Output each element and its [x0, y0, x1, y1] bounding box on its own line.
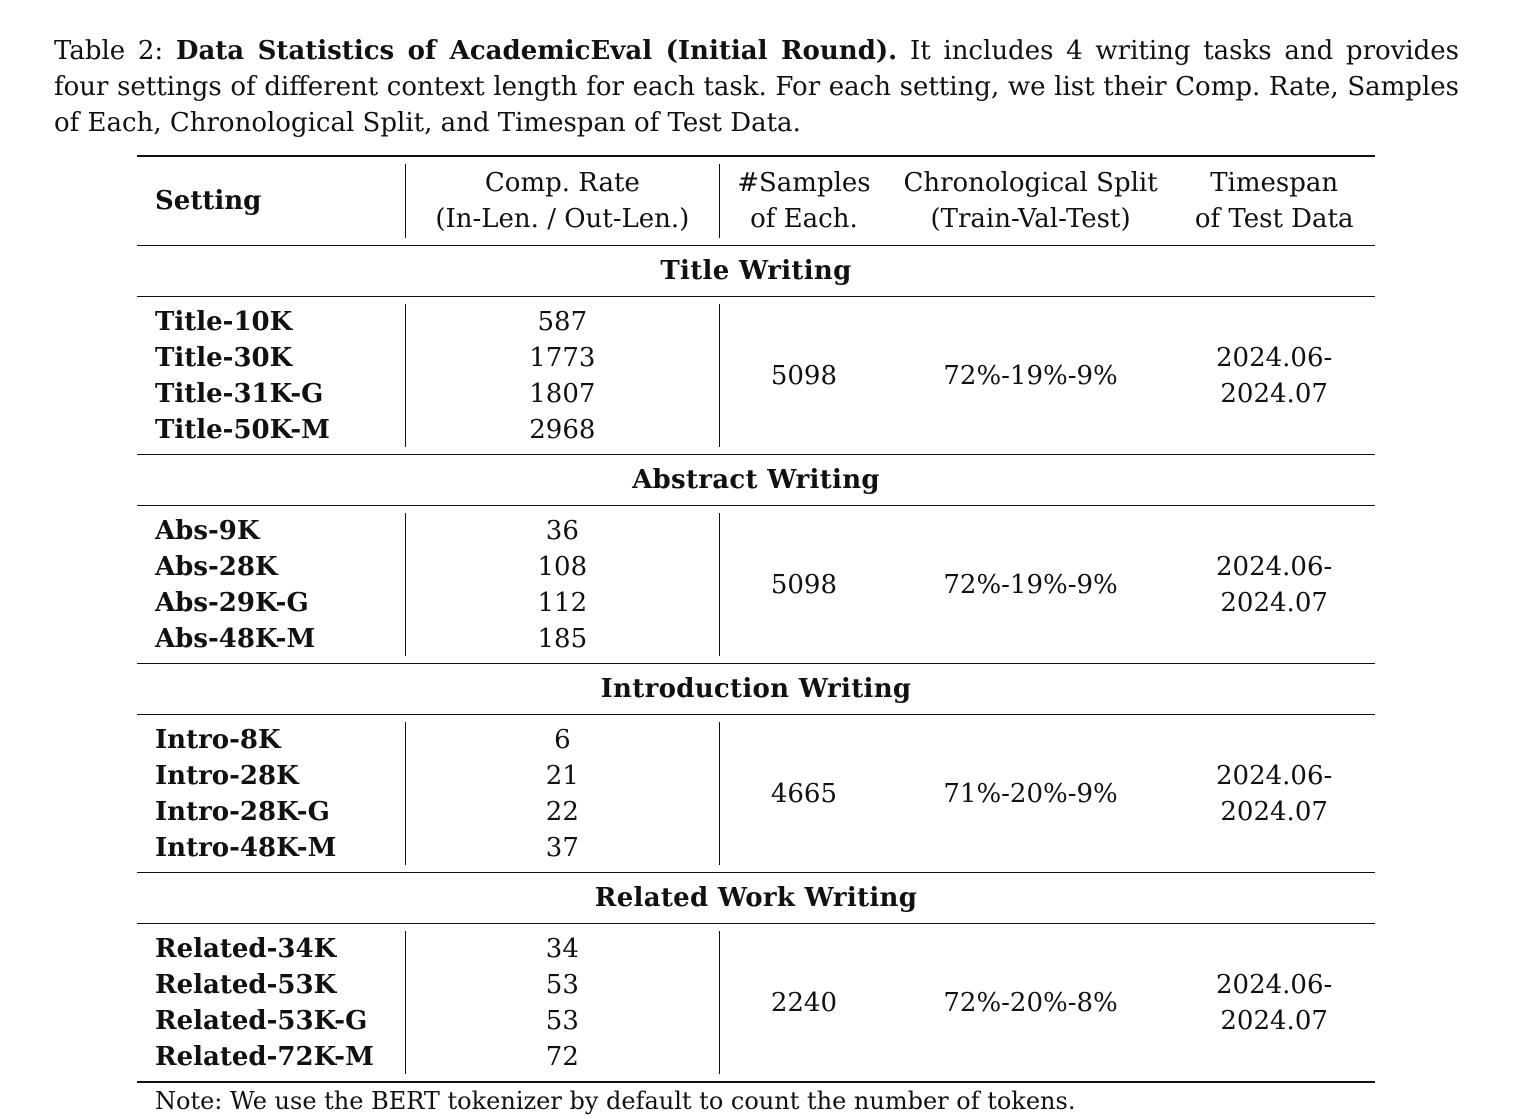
split-value: 72%-20%-8%: [943, 987, 1118, 1018]
comp-rate-value: 1807: [529, 378, 596, 409]
split-cell: [888, 931, 1174, 1074]
timespan-start: 2024.06-: [1216, 760, 1333, 791]
setting-name: Intro-48K-M: [155, 832, 337, 863]
section-title: Related Work Writing: [594, 883, 918, 913]
split-value: 72%-19%-9%: [943, 360, 1118, 391]
section-group: [137, 297, 1375, 454]
comp-rate-value: 6: [554, 724, 571, 755]
samples-cell: [719, 304, 888, 447]
comp-rate-value: 72: [545, 1041, 579, 1072]
header-row: [137, 157, 1375, 245]
timespan-end: 2024.07: [1220, 587, 1328, 618]
header-setting: Setting: [155, 186, 262, 216]
timespan-cell: [1173, 722, 1375, 865]
comp-rate-cell: [405, 513, 719, 656]
comp-rate-value: 22: [545, 796, 579, 827]
comp-rate-value: 21: [545, 760, 579, 791]
timespan-start: 2024.06-: [1216, 969, 1333, 1000]
setting-name: Related-72K-M: [155, 1041, 374, 1072]
comp-rate-cell: [405, 722, 719, 865]
comp-rate-value: 112: [537, 587, 588, 618]
setting-name: Intro-28K: [155, 760, 299, 791]
timespan-end: 2024.07: [1220, 796, 1328, 827]
setting-name: Related-53K-G: [155, 1005, 368, 1036]
setting-name: Abs-9K: [155, 515, 260, 546]
timespan-cell: [1173, 304, 1375, 447]
samples-cell: [719, 931, 888, 1074]
statistics-table: [137, 155, 1375, 1119]
samples-value: 5098: [770, 569, 838, 600]
samples-value: 5098: [770, 360, 838, 391]
setting-name: Intro-8K: [155, 724, 281, 755]
header-timespan-line1: Timespan: [1210, 168, 1339, 198]
section-group: [137, 924, 1375, 1081]
setting-name: Abs-28K: [155, 551, 278, 582]
caption-label: Table 2:: [54, 36, 164, 66]
header-samples-line1: #Samples: [737, 168, 871, 198]
comp-rate-value: 53: [545, 969, 579, 1000]
samples-cell: [719, 513, 888, 656]
timespan-start: 2024.06-: [1216, 342, 1333, 373]
comp-rate-value: 587: [537, 306, 588, 337]
comp-rate-value: 185: [537, 623, 588, 654]
section-group: [137, 715, 1375, 872]
header-comp-rate: [405, 164, 719, 238]
comp-rate-value: 108: [537, 551, 588, 582]
setting-cell: [137, 304, 405, 447]
split-cell: [888, 304, 1174, 447]
header-timespan-line2: of Test Data: [1194, 204, 1354, 234]
setting-name: Title-10K: [155, 306, 293, 337]
samples-value: 4665: [770, 778, 838, 809]
setting-cell: [137, 513, 405, 656]
comp-rate-cell: [405, 931, 719, 1074]
table-caption: [54, 33, 1459, 141]
table-note: Note: We use the BERT tokenizer by default to count the number of tokens.: [155, 1087, 1076, 1115]
comp-rate-value: 2968: [529, 414, 596, 445]
header-samples: [719, 164, 888, 238]
timespan-end: 2024.07: [1220, 378, 1328, 409]
comp-rate-value: 1773: [529, 342, 596, 373]
setting-name: Abs-48K-M: [155, 623, 316, 654]
setting-name: Related-53K: [155, 969, 337, 1000]
split-value: 72%-19%-9%: [943, 569, 1118, 600]
comp-rate-value: 53: [545, 1005, 579, 1036]
setting-name: Related-34K: [155, 933, 337, 964]
setting-cell: [137, 722, 405, 865]
split-cell: [888, 513, 1174, 656]
caption-body: It includes 4 writing tasks and provides four settings of different context length for each task. For each setting, we list their Comp. Rate, Samples of Each, Chronological Split, and Timespan of Test Data.: [54, 36, 1460, 138]
setting-name: Abs-29K-G: [155, 587, 309, 618]
header-comp-rate-line2: (In-Len. / Out-Len.): [435, 204, 690, 234]
comp-rate-value: 36: [545, 515, 579, 546]
header-timespan: [1173, 164, 1375, 238]
setting-name: Title-30K: [155, 342, 293, 373]
timespan-end: 2024.07: [1220, 1005, 1328, 1036]
samples-value: 2240: [770, 987, 838, 1018]
comp-rate-value: 34: [545, 933, 579, 964]
header-split-line1: Chronological Split: [903, 168, 1158, 198]
comp-rate-value: 37: [545, 832, 579, 863]
setting-name: Title-50K-M: [155, 414, 330, 445]
setting-name: Title-31K-G: [155, 378, 324, 409]
section-title: Introduction Writing: [600, 674, 912, 704]
samples-cell: [719, 722, 888, 865]
header-comp-rate-line1: Comp. Rate: [484, 168, 640, 198]
section-title: Abstract Writing: [632, 465, 880, 495]
split-value: 71%-20%-9%: [943, 778, 1118, 809]
header-samples-line2: of Each.: [750, 204, 858, 234]
section-title: Title Writing: [660, 256, 852, 286]
timespan-cell: [1173, 513, 1375, 656]
split-cell: [888, 722, 1174, 865]
header-split: [888, 164, 1174, 238]
timespan-cell: [1173, 931, 1375, 1074]
header-split-line2: (Train-Val-Test): [930, 204, 1131, 234]
section-group: [137, 506, 1375, 663]
timespan-start: 2024.06-: [1216, 551, 1333, 582]
setting-name: Intro-28K-G: [155, 796, 330, 827]
comp-rate-cell: [405, 304, 719, 447]
setting-cell: [137, 931, 405, 1074]
caption-title: Data Statistics of AcademicEval (Initial Round).: [175, 36, 898, 66]
